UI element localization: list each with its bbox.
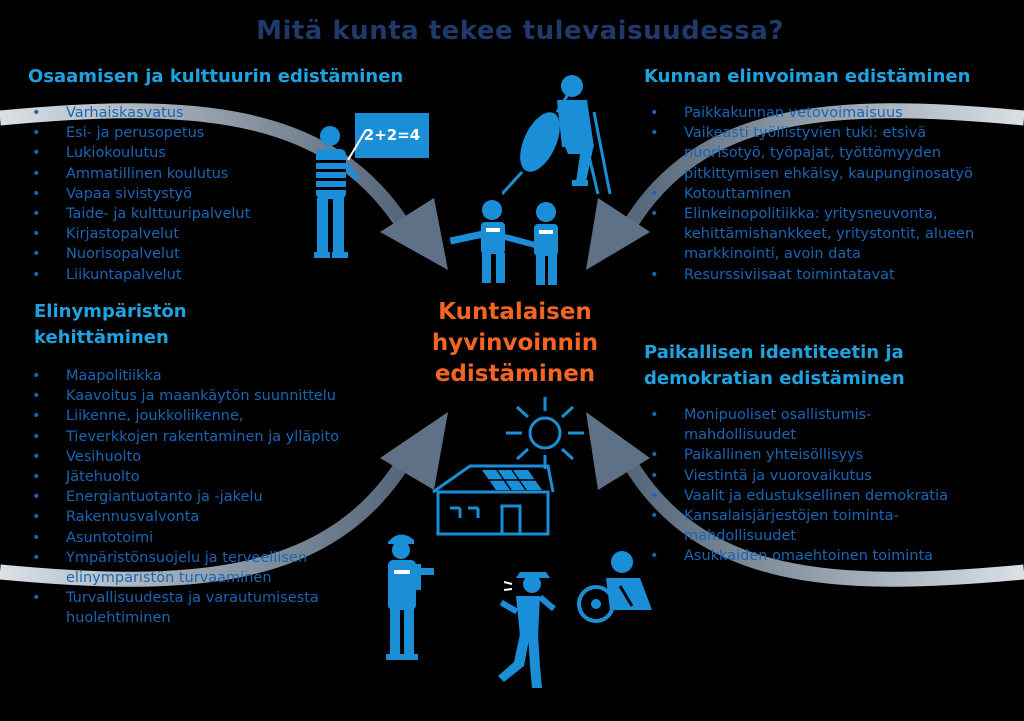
chalkboard: 2+2=4	[355, 113, 429, 158]
list-elinymparisto	[28, 366, 339, 629]
list-item: • Vaalit ja edustuksellinen demokratia	[646, 486, 948, 506]
page-title: Mitä kunta tekee tulevaisuudessa?	[256, 16, 784, 46]
list-item: • Kirjastopalvelut	[28, 224, 250, 244]
list-item: • Kotouttaminen	[646, 184, 974, 204]
list-item: • Paikallinen yhteisöllisyys	[646, 445, 948, 465]
list-item: • Liikenne, joukkoliikenne,	[28, 406, 339, 426]
section-title-osaaminen: Osaamisen ja kulttuurin edistäminen	[28, 66, 404, 87]
list-item: • Elinkeinopolitiikka: yritysneuvonta, kehittämishankkeet, yritystontit, alueen markkinointi, avoin data	[646, 204, 974, 265]
list-osaaminen	[28, 103, 250, 285]
list-item: • Turvallisuudesta ja varautumisesta huolehtiminen	[28, 588, 339, 628]
list-item: • Energiantuotanto ja -jakelu	[28, 487, 339, 507]
runner-icon	[494, 562, 558, 696]
list-item: • Taide- ja kulttuuripalvelut	[28, 204, 250, 224]
list-item: • Viestintä ja vuorovaikutus	[646, 466, 948, 486]
section-title-elinvoima: Kunnan elinvoiman edistäminen	[644, 66, 971, 87]
house-icon	[430, 462, 555, 537]
list-item: • Jätehuolto	[28, 467, 339, 487]
list-item: • Kansalaisjärjestöjen toiminta- mahdollisuudet	[646, 506, 948, 546]
list-item: • Resurssiviisaat toimintatavat	[646, 265, 974, 285]
list-item: • Ammatillinen koulutus	[28, 164, 250, 184]
list-item: • Tieverkkojen rakentaminen ja ylläpito	[28, 427, 339, 447]
children-icon	[448, 198, 570, 290]
list-item: • Asuntotoimi	[28, 528, 339, 548]
list-item: • Asukkaiden omaehtoinen toiminta	[646, 546, 948, 566]
list-item: • Paikkakunnan vetovoimaisuus	[646, 103, 974, 123]
list-item: • Kaavoitus ja maankäytön suunnittelu	[28, 386, 339, 406]
list-item: • Nuorisopalvelut	[28, 244, 250, 264]
section-title-elinymparisto: Elinympäristön kehittäminen	[34, 301, 187, 348]
list-item: • Vesihuolto	[28, 447, 339, 467]
list-item: • Rakennusvalvonta	[28, 507, 339, 527]
cellist-icon	[502, 72, 620, 197]
section-title-identiteetti: Paikallisen identiteetin ja demokratian edistäminen	[644, 342, 905, 389]
list-item: • Maapolitiikka	[28, 366, 339, 386]
list-item: • Liikuntapalvelut	[28, 265, 250, 285]
list-item: • Ympäristönsuojelu ja terveellisen elinympäristön turvaaminen	[28, 548, 339, 588]
worker-icon	[380, 528, 440, 663]
list-item: • Vaikeasti työllistyvien tuki: etsivä nuorisotyö, työpajat, työttömyyden pitkittymisen ehkäisy, kaupunginosatyö	[646, 123, 974, 184]
list-identiteetti	[646, 405, 948, 567]
list-elinvoima	[646, 103, 974, 285]
list-item: • Vapaa sivistystyö	[28, 184, 250, 204]
list-item: • Varhaiskasvatus	[28, 103, 250, 123]
teacher-icon	[300, 122, 372, 262]
center-heading: Kuntalaisen hyvinvoinnin edistäminen	[431, 299, 599, 387]
wheelchair-user-icon	[576, 548, 658, 628]
list-item: • Monipuoliset osallistumis- mahdollisuudet	[646, 405, 948, 445]
list-item: • Lukiokoulutus	[28, 143, 250, 163]
list-item: • Esi- ja perusopetus	[28, 123, 250, 143]
